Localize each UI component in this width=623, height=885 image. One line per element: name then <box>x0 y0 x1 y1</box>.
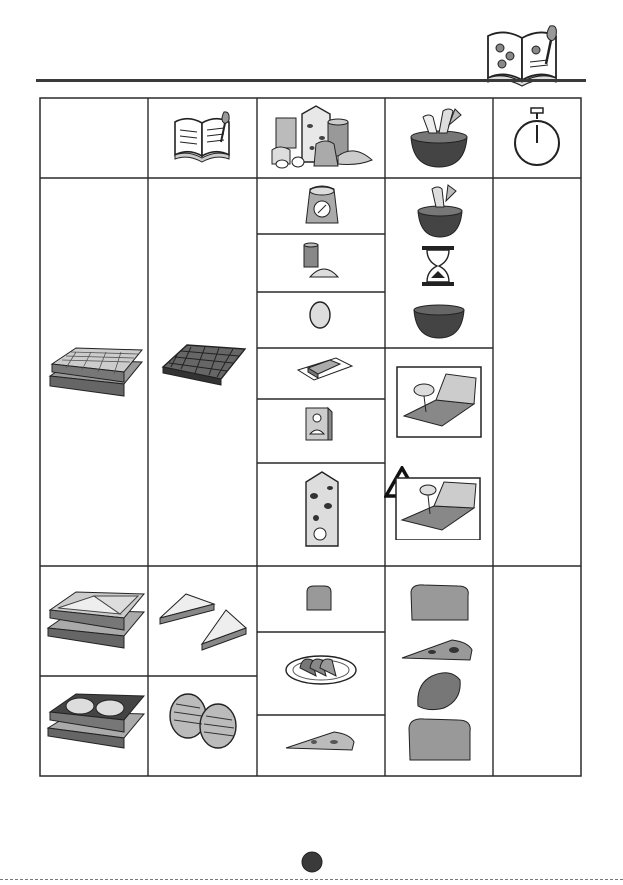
mixing-bowl-icon <box>403 105 475 171</box>
warning-pour-batter-icon <box>384 466 484 540</box>
bread-slice-icon <box>408 582 472 624</box>
ingredients-icon <box>268 104 376 170</box>
triangle-sandwich-icon <box>156 588 250 654</box>
hourglass-icon <box>420 245 456 287</box>
triangle-sandwich-plates-icon <box>44 584 148 658</box>
milk-carton-icon <box>302 470 342 550</box>
batter-bowl-icon <box>410 304 468 340</box>
butter-icon <box>296 352 354 382</box>
flour-bag-icon <box>304 183 340 227</box>
recipe-book-icon <box>172 110 234 164</box>
waffle-icon <box>157 341 249 401</box>
stopwatch-icon <box>512 107 562 169</box>
grill-plates-icon <box>44 688 148 758</box>
sugar-can-icon <box>300 241 342 281</box>
cheese-wedge-icon <box>400 636 474 664</box>
bread-slice-icon <box>406 716 474 764</box>
ham-plate-icon <box>284 646 358 686</box>
pour-batter-icon <box>396 366 482 438</box>
waffle-plates-icon <box>46 340 146 402</box>
yeast-pack-icon <box>302 404 336 444</box>
page-number-dot <box>301 851 323 873</box>
bottom-trim <box>0 879 623 880</box>
egg-icon <box>308 298 332 330</box>
cheese-wedge-icon <box>284 728 356 754</box>
grilled-sandwich-icon <box>164 688 244 754</box>
pour-into-bowl-icon <box>410 183 468 239</box>
bread-slice-icon <box>304 584 334 612</box>
ham-slice-icon <box>414 670 462 712</box>
